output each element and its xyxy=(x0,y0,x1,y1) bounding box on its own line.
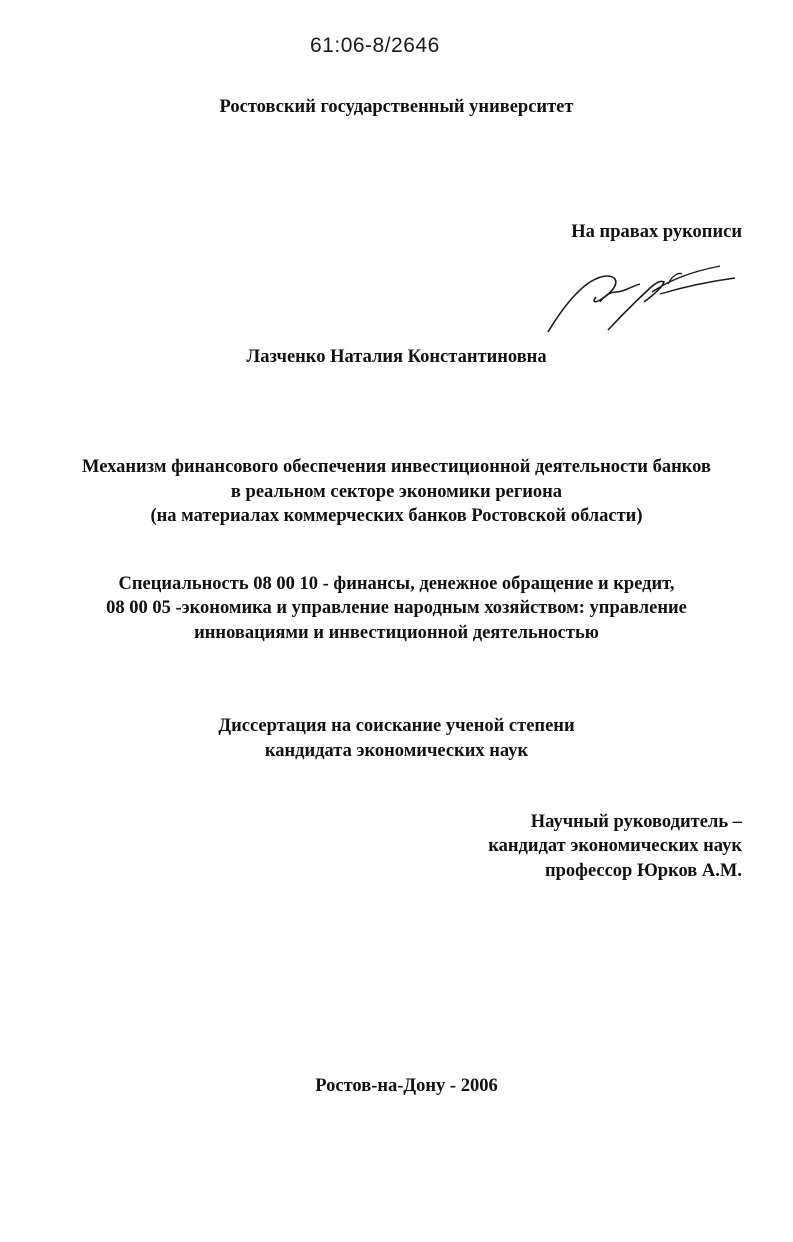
degree-line: Диссертация на соискание ученой степени xyxy=(218,716,575,736)
signature-stroke xyxy=(652,266,720,292)
supervisor-line: Научный руководитель – xyxy=(530,812,742,832)
supervisor-line: профессор Юрков А.М. xyxy=(544,861,742,881)
title-line: в реальном секторе экономики региона xyxy=(230,482,563,502)
specialty-line: 08 00 05 -экономика и управление народным хозяйством: управление xyxy=(106,598,687,618)
university-name: Ростовский государственный университет xyxy=(219,97,574,117)
author-name: Лазченко Наталия Константиновна xyxy=(246,347,547,367)
library-stamp: 61:06-8/2646 xyxy=(310,34,440,57)
specialty-line: инновациями и инвестиционной деятельностью xyxy=(194,623,599,643)
supervisor-line: кандидат экономических наук xyxy=(488,836,742,856)
signature-stroke xyxy=(548,276,616,332)
signature xyxy=(540,262,740,337)
degree-line: кандидата экономических наук xyxy=(264,741,529,761)
signature-stroke xyxy=(660,278,735,294)
signature-stroke xyxy=(608,281,664,330)
title-line: Механизм финансового обеспечения инвестиционной деятельности банков xyxy=(82,457,711,477)
place-and-year: Ростов-на-Дону - 2006 xyxy=(315,1076,498,1096)
signature-stroke xyxy=(600,284,640,302)
title-line: (на материалах коммерческих банков Ростовской области) xyxy=(150,506,643,526)
manuscript-rights-note: На правах рукописи xyxy=(571,222,742,242)
specialty-line: Специальность 08 00 10 - финансы, денежное обращение и кредит, xyxy=(118,574,675,594)
